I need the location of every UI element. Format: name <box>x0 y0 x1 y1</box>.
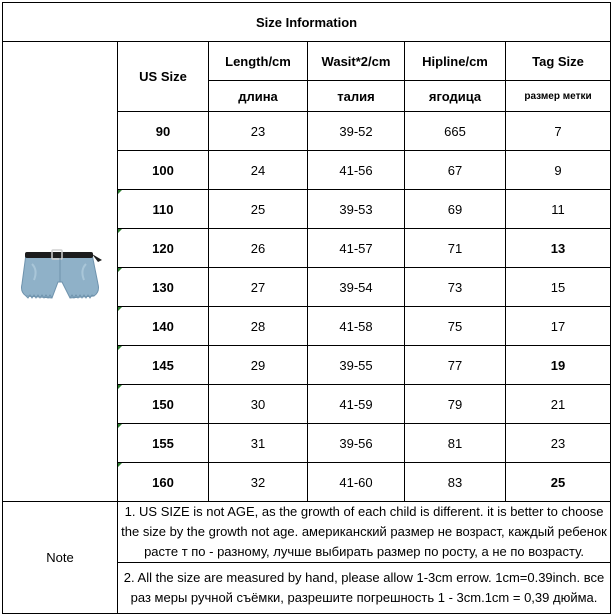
hip-cell: 83 <box>405 463 506 502</box>
header-length: Length/cm <box>209 42 308 81</box>
length-cell: 30 <box>209 385 308 424</box>
us-size-cell <box>118 424 209 463</box>
tag-cell: 23 <box>506 424 611 463</box>
length-cell: 24 <box>209 151 308 190</box>
hip-cell: 665 <box>405 112 506 151</box>
cell-marker <box>118 307 122 311</box>
tag-cell: 13 <box>506 229 611 268</box>
hip-cell: 69 <box>405 190 506 229</box>
waist-cell: 39-56 <box>308 424 405 463</box>
tag-cell: 19 <box>506 346 611 385</box>
length-cell: 29 <box>209 346 308 385</box>
us-size-cell <box>118 307 209 346</box>
us-size-value: 150 <box>152 396 174 412</box>
us-size-cell <box>118 190 209 229</box>
hip-cell: 81 <box>405 424 506 463</box>
waist-cell: 39-55 <box>308 346 405 385</box>
subheader-tag: размер метки <box>506 81 611 112</box>
subheader-hip: ягодица <box>405 81 506 112</box>
tag-cell: 21 <box>506 385 611 424</box>
header-us-size: US Size <box>118 42 209 112</box>
hip-cell: 77 <box>405 346 506 385</box>
subheader-waist: талия <box>308 81 405 112</box>
waist-cell: 41-58 <box>308 307 405 346</box>
tag-cell: 17 <box>506 307 611 346</box>
length-cell: 32 <box>209 463 308 502</box>
us-size-value: 110 <box>152 201 174 217</box>
us-size-cell <box>118 229 209 268</box>
cell-marker <box>118 463 122 467</box>
tag-cell: 9 <box>506 151 611 190</box>
us-size-value: 140 <box>152 318 174 334</box>
length-cell: 31 <box>209 424 308 463</box>
hip-cell: 71 <box>405 229 506 268</box>
us-size-cell <box>118 385 209 424</box>
us-size-cell <box>118 268 209 307</box>
hip-cell: 79 <box>405 385 506 424</box>
us-size-cell <box>118 463 209 502</box>
hip-cell: 67 <box>405 151 506 190</box>
header-waist: Wasit*2/cm <box>308 42 405 81</box>
cell-marker <box>118 346 122 350</box>
product-image-cell <box>3 42 118 502</box>
note-2: 2. All the size are measured by hand, please allow 1-3cm errow. 1cm=0.39inch. все раз меры ручной съёмки, разрешите погрешность 1 - 3cm.1cm = 0,39 дюйма. <box>118 563 611 614</box>
waist-cell: 41-59 <box>308 385 405 424</box>
note-label: Note <box>3 502 118 614</box>
waist-cell: 41-57 <box>308 229 405 268</box>
length-cell: 28 <box>209 307 308 346</box>
length-cell: 23 <box>209 112 308 151</box>
waist-cell: 39-53 <box>308 190 405 229</box>
tag-cell: 7 <box>506 112 611 151</box>
denim-shorts-image <box>12 240 108 304</box>
cell-marker <box>118 268 122 272</box>
waist-cell: 39-52 <box>308 112 405 151</box>
cell-marker <box>118 385 122 389</box>
cell-marker <box>118 190 122 194</box>
size-table <box>2 2 611 614</box>
waist-cell: 41-56 <box>308 151 405 190</box>
cell-marker <box>118 229 122 233</box>
us-size-cell <box>118 346 209 385</box>
hip-cell: 73 <box>405 268 506 307</box>
tag-cell: 25 <box>506 463 611 502</box>
header-tag: Tag Size <box>506 42 611 81</box>
us-size-cell: 90 <box>118 112 209 151</box>
waist-cell: 41-60 <box>308 463 405 502</box>
header-hip: Hipline/cm <box>405 42 506 81</box>
us-size-value: 155 <box>152 435 174 451</box>
table-title: Size Information <box>3 3 611 42</box>
tag-cell: 11 <box>506 190 611 229</box>
cell-marker <box>118 424 122 428</box>
us-size-value: 160 <box>152 474 174 490</box>
tag-cell: 15 <box>506 268 611 307</box>
note-1: 1. US SIZE is not AGE, as the growth of each child is different. it is better to choose the size by the growth not age. американский размер не возраст, каждый ребенок расте т по - разному, лучше выбирать размер по росту, а не по возрасту. <box>118 502 611 563</box>
length-cell: 26 <box>209 229 308 268</box>
us-size-value: 120 <box>152 240 174 256</box>
waist-cell: 39-54 <box>308 268 405 307</box>
hip-cell: 75 <box>405 307 506 346</box>
us-size-cell: 100 <box>118 151 209 190</box>
length-cell: 27 <box>209 268 308 307</box>
length-cell: 25 <box>209 190 308 229</box>
us-size-value: 130 <box>152 279 174 295</box>
us-size-value: 145 <box>152 357 174 373</box>
subheader-length: длина <box>209 81 308 112</box>
